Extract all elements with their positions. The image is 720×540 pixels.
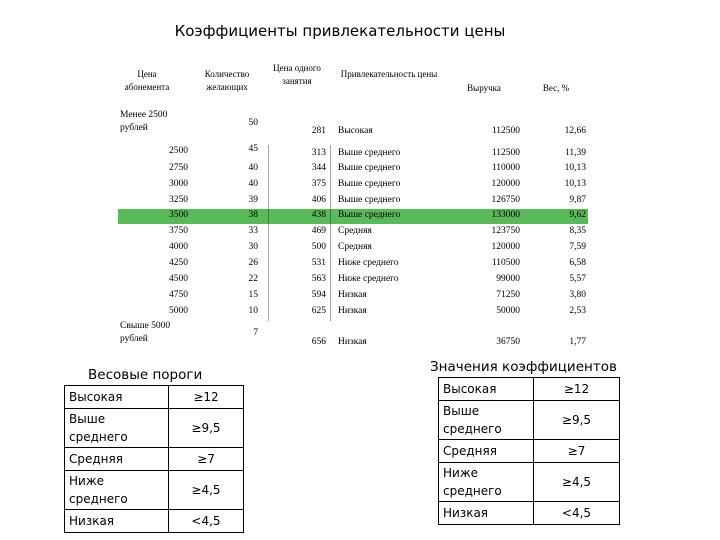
threshold-value: ≥7 xyxy=(169,448,244,471)
cell-weight: 9,87 xyxy=(569,195,586,205)
cell-weight: 2,53 xyxy=(569,306,586,316)
cell-per-lesson: 344 xyxy=(311,163,326,173)
cell-attractiveness: Средняя xyxy=(338,226,372,236)
table-row xyxy=(118,258,588,272)
cell-per-lesson: 531 xyxy=(311,258,326,268)
cell-price: 3750 xyxy=(169,226,188,236)
threshold-label: Выше среднего xyxy=(65,409,169,448)
threshold-value: ≥9,5 xyxy=(169,409,244,448)
cell-per-lesson: 500 xyxy=(311,242,326,252)
header-revenue: Выручка xyxy=(467,83,501,93)
header-price: Цена абонемента xyxy=(124,69,170,92)
table-row xyxy=(65,510,244,533)
cell-attractiveness: Средняя xyxy=(338,242,372,252)
cell-attractiveness: Низкая xyxy=(338,306,367,316)
column-divider xyxy=(330,145,331,321)
coefficient-value: <4,5 xyxy=(534,502,620,525)
cell-count: 40 xyxy=(248,179,258,189)
cell-price: Свыше 5000 рублей xyxy=(120,321,171,344)
cell-count: 7 xyxy=(253,328,258,338)
threshold-label: Средняя xyxy=(65,448,169,471)
cell-count: 26 xyxy=(248,258,258,268)
cell-revenue: 112500 xyxy=(491,148,520,158)
cell-per-lesson: 563 xyxy=(311,274,326,284)
table-row xyxy=(118,242,588,256)
cell-per-lesson: 406 xyxy=(311,195,326,205)
cell-per-lesson: 594 xyxy=(311,290,326,300)
cell-attractiveness: Выше среднего xyxy=(338,179,401,189)
cell-count: 10 xyxy=(248,306,258,316)
coefficient-label: Средняя xyxy=(439,440,534,463)
cell-revenue: 126750 xyxy=(491,195,520,205)
cell-per-lesson: 313 xyxy=(311,148,326,158)
cell-price: 2750 xyxy=(169,163,188,173)
table-row xyxy=(439,463,620,502)
header-attractiveness: Привлекательность цены xyxy=(340,69,438,79)
cell-attractiveness: Ниже среднего xyxy=(338,258,399,268)
cell-weight: 12,66 xyxy=(564,126,586,136)
cell-attractiveness: Выше среднего xyxy=(338,148,401,158)
cell-price: 4250 xyxy=(169,258,188,268)
column-divider xyxy=(268,145,269,321)
cell-count: 15 xyxy=(248,290,258,300)
thresholds-title: Весовые пороги xyxy=(88,367,203,383)
cell-revenue: 50000 xyxy=(496,306,520,316)
cell-per-lesson: 656 xyxy=(311,337,326,347)
coefficient-value: ≥4,5 xyxy=(534,463,620,502)
cell-revenue: 120000 xyxy=(491,242,520,252)
table-row xyxy=(118,109,588,145)
coefficient-value: ≥12 xyxy=(534,378,620,401)
coefficient-label: Высокая xyxy=(439,378,534,401)
cell-per-lesson: 438 xyxy=(311,210,326,220)
table-header xyxy=(118,62,588,106)
coefficient-value: ≥9,5 xyxy=(534,401,620,440)
threshold-label: Ниже среднего xyxy=(65,471,169,510)
cell-count: 50 xyxy=(248,118,258,128)
table-row xyxy=(118,306,588,320)
cell-weight: 10,13 xyxy=(564,163,586,173)
cell-count: 33 xyxy=(248,226,258,236)
cell-attractiveness: Выше среднего xyxy=(338,163,401,173)
cell-revenue: 133000 xyxy=(491,210,520,220)
cell-per-lesson: 625 xyxy=(311,306,326,316)
table-row xyxy=(65,386,244,409)
cell-attractiveness: Выше среднего xyxy=(338,210,401,220)
threshold-label: Низкая xyxy=(65,510,169,533)
cell-weight: 10,13 xyxy=(564,179,586,189)
page-title: Коэффициенты привлекательности цены xyxy=(174,22,506,40)
cell-revenue: 36750 xyxy=(496,337,520,347)
table-row xyxy=(65,409,244,448)
coefficient-value: ≥7 xyxy=(534,440,620,463)
cell-revenue: 71250 xyxy=(496,290,520,300)
table-row xyxy=(65,448,244,471)
cell-weight: 7,59 xyxy=(569,242,586,252)
table-row xyxy=(118,146,588,160)
cell-weight: 9,62 xyxy=(569,210,586,220)
cell-price: Менее 2500 рублей xyxy=(120,110,168,133)
table-row xyxy=(118,179,588,193)
cell-revenue: 123750 xyxy=(491,226,520,236)
threshold-label: Высокая xyxy=(65,386,169,409)
cell-price: 3250 xyxy=(169,195,188,205)
cell-count: 22 xyxy=(248,274,258,284)
table-row xyxy=(439,378,620,401)
cell-weight: 5,57 xyxy=(569,274,586,284)
cell-revenue: 110500 xyxy=(491,258,520,268)
cell-revenue: 112500 xyxy=(491,126,520,136)
cell-per-lesson: 375 xyxy=(311,179,326,189)
cell-attractiveness: Высокая xyxy=(338,126,373,136)
cell-price: 5000 xyxy=(169,306,188,316)
cell-attractiveness: Низкая xyxy=(338,337,367,347)
cell-price: 4000 xyxy=(169,242,188,252)
cell-attractiveness: Низкая xyxy=(338,290,367,300)
cell-count: 38 xyxy=(248,210,258,220)
table-row xyxy=(439,401,620,440)
table-row xyxy=(118,163,588,177)
cell-attractiveness: Выше среднего xyxy=(338,195,401,205)
cell-price: 3500 xyxy=(169,210,188,220)
coefficients-table xyxy=(438,377,620,525)
coefficients-title: Значения коэффициентов xyxy=(430,359,617,375)
table-row xyxy=(439,440,620,463)
table-row xyxy=(118,226,588,240)
cell-count: 45 xyxy=(248,144,258,154)
cell-weight: 1,77 xyxy=(569,337,586,347)
coefficient-label: Низкая xyxy=(439,502,534,525)
coefficient-label: Ниже среднего xyxy=(439,463,534,502)
coefficient-label: Выше среднего xyxy=(439,401,534,440)
table-row xyxy=(439,502,620,525)
cell-price: 3000 xyxy=(169,179,188,189)
cell-weight: 6,58 xyxy=(569,258,586,268)
cell-count: 40 xyxy=(248,163,258,173)
cell-price: 2500 xyxy=(169,146,188,156)
table-row xyxy=(118,320,588,350)
cell-attractiveness: Ниже среднего xyxy=(338,274,399,284)
table-row xyxy=(118,274,588,288)
threshold-value: <4,5 xyxy=(169,510,244,533)
cell-price: 4500 xyxy=(169,274,188,284)
cell-revenue: 120000 xyxy=(491,179,520,189)
cell-revenue: 110000 xyxy=(491,163,520,173)
table-row xyxy=(118,195,588,209)
header-weight: Вес, % xyxy=(542,83,570,93)
table-row-highlighted xyxy=(118,209,588,224)
cell-price: 4750 xyxy=(169,290,188,300)
cell-weight: 11,39 xyxy=(564,148,586,158)
cell-per-lesson: 281 xyxy=(311,126,326,136)
table-row xyxy=(118,290,588,304)
table-row xyxy=(65,471,244,510)
header-count: Количество желающих xyxy=(204,69,250,92)
threshold-value: ≥4,5 xyxy=(169,471,244,510)
cell-count: 39 xyxy=(248,195,258,205)
cell-per-lesson: 469 xyxy=(311,226,326,236)
thresholds-table xyxy=(64,385,244,533)
cell-count: 30 xyxy=(248,242,258,252)
header-per-lesson: Цена одного занятия xyxy=(273,63,321,86)
cell-weight: 8,35 xyxy=(569,226,586,236)
cell-weight: 3,80 xyxy=(569,290,586,300)
threshold-value: ≥12 xyxy=(169,386,244,409)
cell-revenue: 99000 xyxy=(496,274,520,284)
